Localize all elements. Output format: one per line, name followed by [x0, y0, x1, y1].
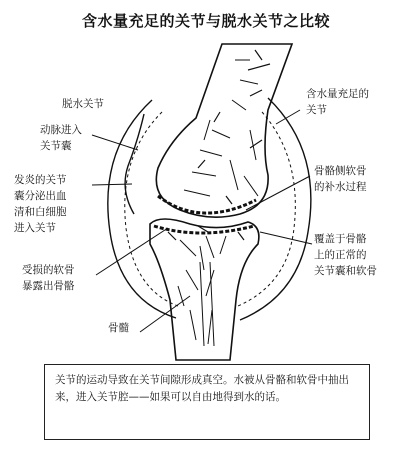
label-dehydrated-joint: 脱水关节: [62, 98, 104, 110]
diagram-title: 含水量充足的关节与脱水关节之比较: [81, 12, 330, 30]
caption-text: 关节的运动导致在关节间隙形成真空。水被从骨骼和软骨中抽出来，进入关节腔——如果可以自由地得到水的话。: [55, 374, 349, 403]
label-artery: 动脉进入 关节囊: [40, 124, 82, 152]
label-damaged-cartilage: 受损的软骨 暴露出骨骼: [22, 264, 75, 292]
upper-bone: [156, 44, 292, 217]
lower-bone: [150, 219, 259, 360]
label-normal-capsule: 覆盖于骨骼 上的正常的 关节囊和软骨: [314, 233, 377, 277]
label-hydrated-joint: 含水量充足的 关节: [306, 88, 369, 116]
label-inflamed-capsule: 发炎的关节 囊分泌出血 清和白细胞 进入关节: [14, 174, 67, 234]
label-cartilage-hydration: 骨骼侧软骨 的补水过程: [314, 165, 367, 193]
caption-box: [44, 364, 370, 440]
label-bone-marrow: 骨髓: [108, 322, 129, 334]
